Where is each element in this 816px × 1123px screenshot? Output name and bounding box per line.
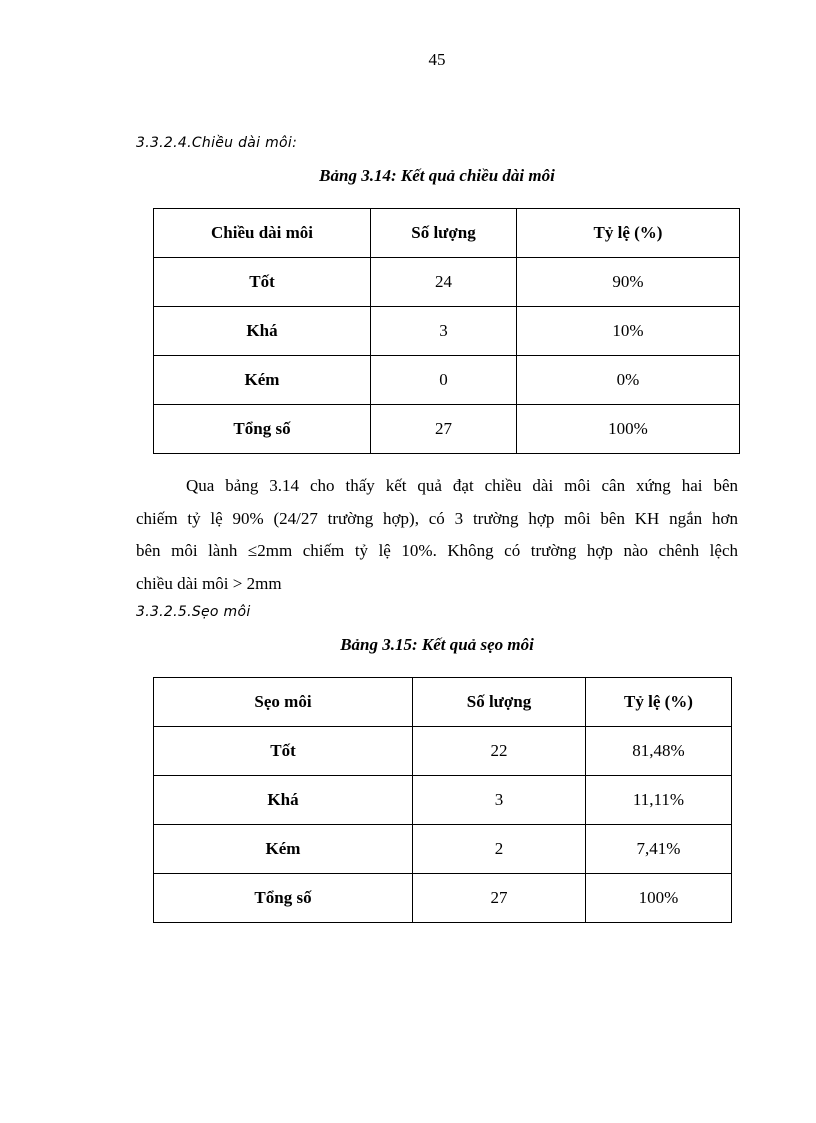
paragraph-line: Qua bảng 3.14 cho thấy kết quả đạt chiều dài môi cân xứng hai bên	[186, 476, 738, 495]
percent-cell: 0%	[517, 356, 740, 405]
percent-cell: 90%	[517, 258, 740, 307]
column-header: Chiều dài môi	[154, 209, 371, 258]
paragraph-line: bên môi lành ≤2mm chiếm tỷ lệ 10%. Không có trường hợp nào chênh lệch	[136, 541, 738, 560]
section-heading-seo-moi: 3.3.2.5.Sẹo môi	[136, 604, 251, 620]
count-cell: 27	[371, 405, 517, 454]
row-label: Tổng số	[154, 874, 413, 923]
table-row	[154, 776, 732, 825]
count-cell: 24	[371, 258, 517, 307]
column-header: Số lượng	[371, 209, 517, 258]
column-header: Tỷ lệ (%)	[586, 678, 732, 727]
analysis-paragraph	[136, 470, 738, 600]
percent-cell: 10%	[517, 307, 740, 356]
row-label: Tổng số	[154, 405, 371, 454]
row-label: Khá	[154, 307, 371, 356]
table-row	[154, 405, 740, 454]
count-cell: 2	[413, 825, 586, 874]
percent-cell: 100%	[586, 874, 732, 923]
column-header: Tỷ lệ (%)	[517, 209, 740, 258]
table-row	[154, 356, 740, 405]
table-caption-3-15: Bảng 3.15: Kết quả sẹo môi	[340, 635, 534, 654]
table-row	[154, 307, 740, 356]
count-cell: 27	[413, 874, 586, 923]
percent-cell: 100%	[517, 405, 740, 454]
count-cell: 3	[371, 307, 517, 356]
percent-cell: 81,48%	[586, 727, 732, 776]
row-label: Tốt	[154, 258, 371, 307]
percent-cell: 11,11%	[586, 776, 732, 825]
page-number: 45	[428, 50, 446, 69]
column-header: Sẹo môi	[154, 678, 413, 727]
table-chieu-dai-moi	[153, 208, 740, 454]
paragraph-line: chiếm tỷ lệ 90% (24/27 trường hợp), có 3 trường hợp môi bên KH ngắn hơn	[136, 508, 738, 528]
table-row	[154, 727, 732, 776]
table-header-row	[154, 678, 732, 727]
count-cell: 22	[413, 727, 586, 776]
percent-cell: 7,41%	[586, 825, 732, 874]
paragraph-line: chiều dài môi > 2mm	[136, 573, 282, 593]
table-row	[154, 825, 732, 874]
count-cell: 3	[413, 776, 586, 825]
row-label: Tốt	[154, 727, 413, 776]
section-heading-chieu-dai-moi: 3.3.2.4.Chiều dài môi:	[136, 135, 298, 151]
row-label: Khá	[154, 776, 413, 825]
table-caption-3-14: Bảng 3.14: Kết quả chiều dài môi	[319, 166, 555, 185]
table-seo-moi	[153, 677, 732, 923]
count-cell: 0	[371, 356, 517, 405]
row-label: Kém	[154, 356, 371, 405]
table-row	[154, 258, 740, 307]
table-header-row	[154, 209, 740, 258]
column-header: Số lượng	[413, 678, 586, 727]
table-row	[154, 874, 732, 923]
row-label: Kém	[154, 825, 413, 874]
